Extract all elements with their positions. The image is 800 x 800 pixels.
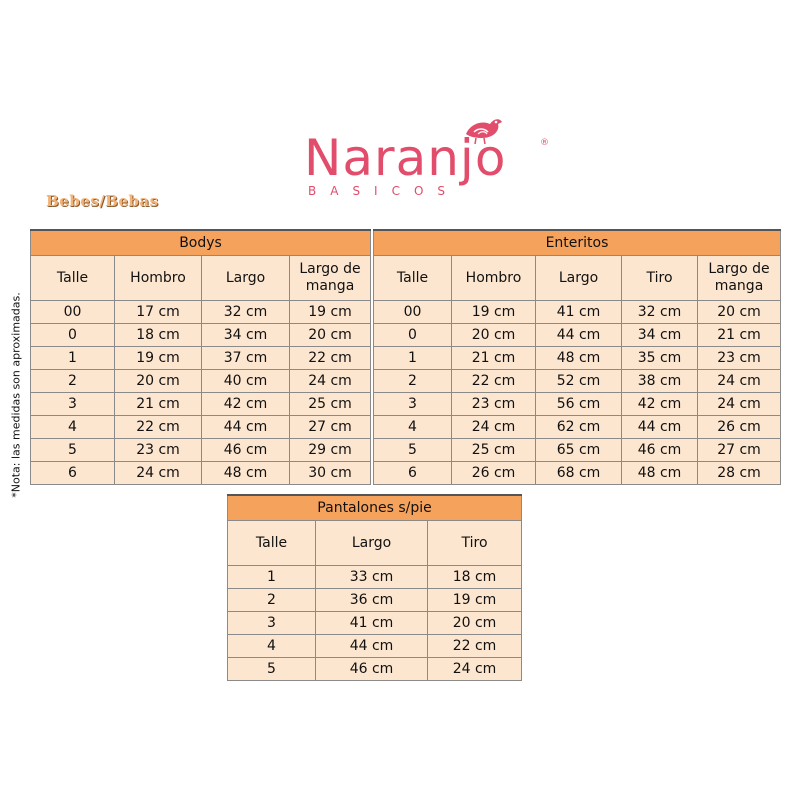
table-cell: 18 cm <box>428 566 522 589</box>
table-row <box>228 566 522 589</box>
column-header: Hombro <box>452 256 536 301</box>
column-header: Tiro <box>622 256 698 301</box>
side-note <box>8 250 24 540</box>
table-cell: 0 <box>31 324 115 347</box>
pantalones-table <box>227 494 522 681</box>
table-cell: 24 cm <box>115 462 202 485</box>
table-cell: 46 cm <box>316 658 428 681</box>
column-header: Talle <box>374 256 452 301</box>
table-cell: 0 <box>374 324 452 347</box>
table-cell: 1 <box>374 347 452 370</box>
table-cell: 20 cm <box>115 370 202 393</box>
brand-logo <box>300 112 560 202</box>
table-cell: 6 <box>31 462 115 485</box>
table-cell: 44 cm <box>622 416 698 439</box>
registered-mark: ® <box>540 138 549 148</box>
table-cell: 24 cm <box>698 370 781 393</box>
table-cell: 23 cm <box>698 347 781 370</box>
table-cell: 56 cm <box>536 393 622 416</box>
table-cell: 46 cm <box>622 439 698 462</box>
table-row <box>31 301 371 324</box>
table-cell: 27 cm <box>290 416 371 439</box>
table-cell: 34 cm <box>622 324 698 347</box>
table-cell: 32 cm <box>202 301 290 324</box>
table-cell: 22 cm <box>428 635 522 658</box>
table-cell: 34 cm <box>202 324 290 347</box>
table-cell: 25 cm <box>452 439 536 462</box>
table-row <box>374 301 781 324</box>
table-cell: 4 <box>228 635 316 658</box>
table-cell: 2 <box>374 370 452 393</box>
table-cell: 44 cm <box>536 324 622 347</box>
column-header: Largo <box>202 256 290 301</box>
table-cell: 20 cm <box>290 324 371 347</box>
table-cell: 19 cm <box>115 347 202 370</box>
table-cell: 3 <box>374 393 452 416</box>
table-cell: 26 cm <box>452 462 536 485</box>
table-cell: 21 cm <box>698 324 781 347</box>
table-cell: 23 cm <box>115 439 202 462</box>
table-cell: 42 cm <box>202 393 290 416</box>
table-cell: 25 cm <box>290 393 371 416</box>
table-cell: 24 cm <box>428 658 522 681</box>
table-cell: 1 <box>31 347 115 370</box>
table-cell: 4 <box>374 416 452 439</box>
table-cell: 27 cm <box>698 439 781 462</box>
column-header: Talle <box>31 256 115 301</box>
column-header: Largo de manga <box>290 256 371 301</box>
table-cell: 62 cm <box>536 416 622 439</box>
column-header: Tiro <box>428 521 522 566</box>
table-row <box>374 347 781 370</box>
column-header: Hombro <box>115 256 202 301</box>
table-cell: 32 cm <box>622 301 698 324</box>
table-cell: 40 cm <box>202 370 290 393</box>
table-cell: 42 cm <box>622 393 698 416</box>
table-cell: 22 cm <box>290 347 371 370</box>
table-cell: 20 cm <box>452 324 536 347</box>
bodys-table <box>30 229 371 485</box>
enteritos-title: Enteritos <box>374 230 781 256</box>
bodys-title: Bodys <box>31 230 371 256</box>
table-cell: 2 <box>228 589 316 612</box>
table-cell: 21 cm <box>452 347 536 370</box>
table-cell: 30 cm <box>290 462 371 485</box>
table-cell: 26 cm <box>698 416 781 439</box>
table-cell: 3 <box>31 393 115 416</box>
table-row <box>228 635 522 658</box>
table-cell: 41 cm <box>536 301 622 324</box>
enteritos-table <box>373 229 781 485</box>
table-cell: 17 cm <box>115 301 202 324</box>
table-cell: 36 cm <box>316 589 428 612</box>
table-row <box>374 462 781 485</box>
table-row <box>31 439 371 462</box>
table-cell: 5 <box>31 439 115 462</box>
table-row <box>31 393 371 416</box>
table-cell: 65 cm <box>536 439 622 462</box>
table-cell: 5 <box>228 658 316 681</box>
table-cell: 48 cm <box>622 462 698 485</box>
table-cell: 18 cm <box>115 324 202 347</box>
table-cell: 24 cm <box>452 416 536 439</box>
table-cell: 6 <box>374 462 452 485</box>
table-row <box>31 324 371 347</box>
table-row <box>374 416 781 439</box>
table-row <box>228 612 522 635</box>
table-row <box>374 370 781 393</box>
table-cell: 3 <box>228 612 316 635</box>
table-cell: 5 <box>374 439 452 462</box>
table-cell: 44 cm <box>202 416 290 439</box>
table-cell: 24 cm <box>290 370 371 393</box>
table-row <box>374 324 781 347</box>
table-cell: 33 cm <box>316 566 428 589</box>
table-row <box>228 589 522 612</box>
column-header: Talle <box>228 521 316 566</box>
brand-tagline: BASICOS <box>308 184 460 198</box>
section-title: Bebes/Bebas <box>46 192 159 210</box>
table-cell: 28 cm <box>698 462 781 485</box>
table-cell: 00 <box>31 301 115 324</box>
table-cell: 23 cm <box>452 393 536 416</box>
table-cell: 68 cm <box>536 462 622 485</box>
pantalones-title: Pantalones s/pie <box>228 495 522 521</box>
table-cell: 20 cm <box>428 612 522 635</box>
table-cell: 19 cm <box>290 301 371 324</box>
table-cell: 37 cm <box>202 347 290 370</box>
table-row <box>31 370 371 393</box>
table-cell: 48 cm <box>202 462 290 485</box>
table-cell: 24 cm <box>698 393 781 416</box>
table-cell: 2 <box>31 370 115 393</box>
table-row <box>374 439 781 462</box>
table-cell: 48 cm <box>536 347 622 370</box>
table-cell: 19 cm <box>452 301 536 324</box>
table-cell: 1 <box>228 566 316 589</box>
table-cell: 21 cm <box>115 393 202 416</box>
table-cell: 52 cm <box>536 370 622 393</box>
table-row <box>31 347 371 370</box>
table-cell: 19 cm <box>428 589 522 612</box>
table-cell: 4 <box>31 416 115 439</box>
table-row <box>31 462 371 485</box>
column-header: Largo de manga <box>698 256 781 301</box>
table-cell: 22 cm <box>452 370 536 393</box>
column-header: Largo <box>316 521 428 566</box>
table-row <box>374 393 781 416</box>
column-header: Largo <box>536 256 622 301</box>
table-cell: 20 cm <box>698 301 781 324</box>
table-cell: 44 cm <box>316 635 428 658</box>
table-cell: 35 cm <box>622 347 698 370</box>
table-cell: 46 cm <box>202 439 290 462</box>
table-cell: 38 cm <box>622 370 698 393</box>
table-row <box>228 658 522 681</box>
brand-name: Naranjo <box>304 129 507 187</box>
table-cell: 29 cm <box>290 439 371 462</box>
side-note-text: *Nota: las medidas son aproximadas. <box>9 292 23 498</box>
table-cell: 41 cm <box>316 612 428 635</box>
table-row <box>31 416 371 439</box>
table-cell: 00 <box>374 301 452 324</box>
table-cell: 22 cm <box>115 416 202 439</box>
